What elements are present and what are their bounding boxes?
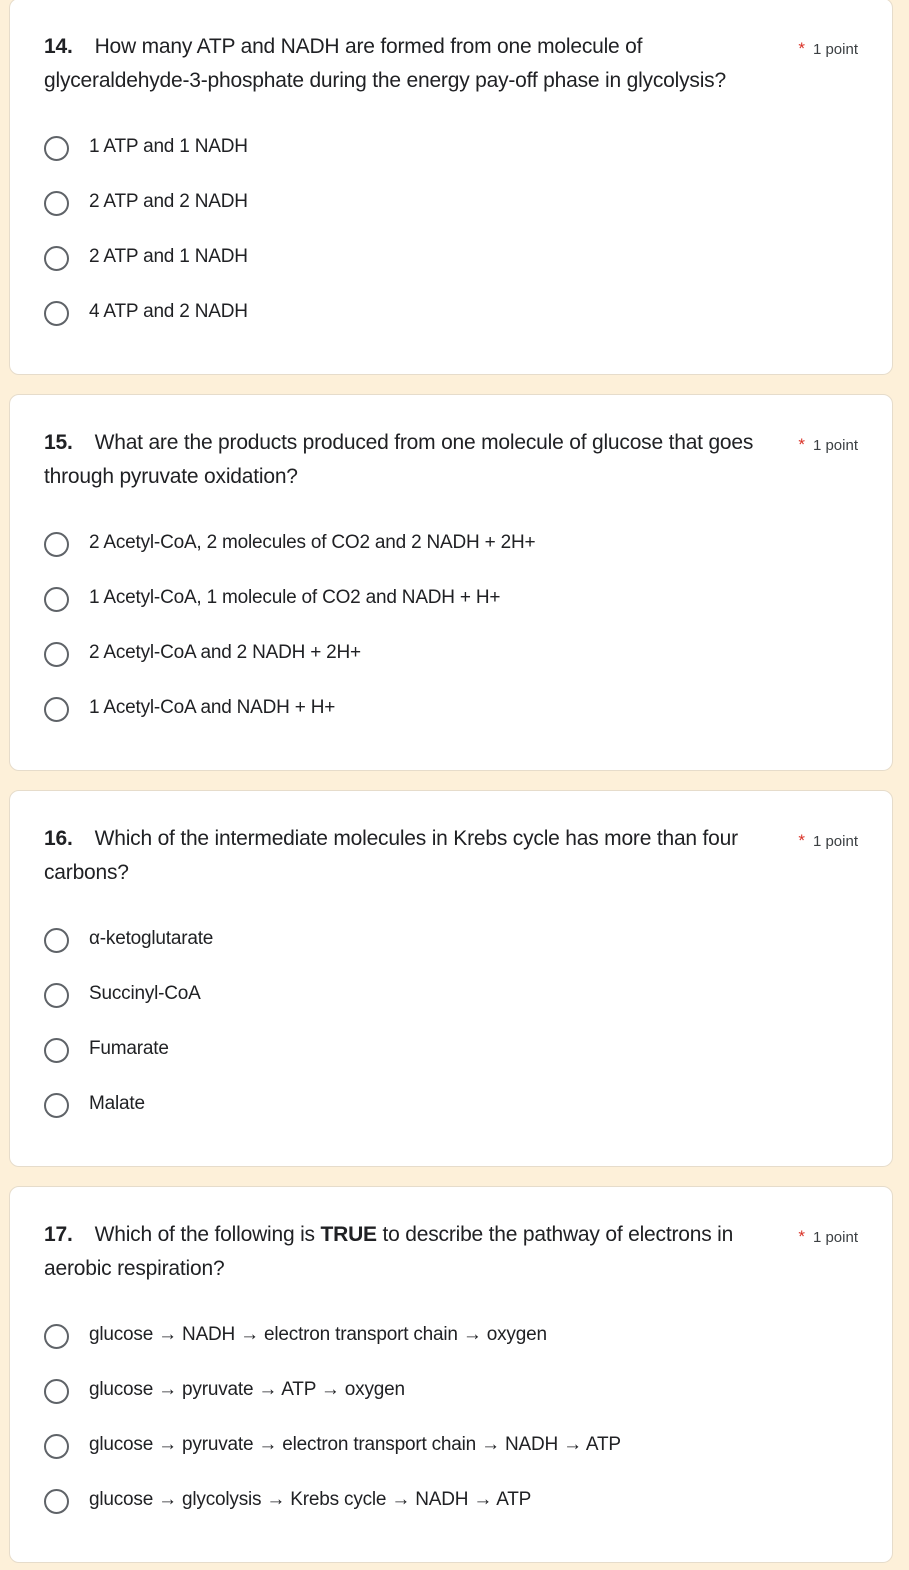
option-radio[interactable]: 2 Acetyl-CoA and 2 NADH + 2H+ (44, 641, 535, 696)
points-label: * 1 point (798, 831, 858, 850)
radio-icon[interactable] (44, 1489, 69, 1514)
radio-icon[interactable] (44, 301, 69, 326)
option-radio[interactable]: 2 ATP and 2 NADH (44, 190, 248, 245)
question-title: 14. How many ATP and NADH are formed from one molecule of glyceraldehyde-3-phosphate during the energy pay-off phase in glycolysis? (44, 35, 726, 92)
radio-icon[interactable] (44, 697, 69, 722)
radio-icon[interactable] (44, 1038, 69, 1063)
points-label: * 1 point (798, 39, 858, 58)
options-list (44, 927, 213, 1147)
option-radio[interactable]: Malate (44, 1092, 213, 1147)
option-radio[interactable]: 1 ATP and 1 NADH (44, 135, 248, 190)
required-asterisk: * (798, 39, 805, 58)
option-radio[interactable]: 2 Acetyl-CoA, 2 molecules of CO2 and 2 NADH + 2H+ (44, 531, 535, 586)
question-card-14 (9, 0, 893, 375)
options-list (44, 531, 535, 751)
option-radio[interactable]: glucose → NADH → electron transport chain → oxygen (44, 1323, 621, 1378)
options-list (44, 1323, 621, 1543)
option-radio[interactable]: glucose → pyruvate → electron transport chain → NADH → ATP (44, 1433, 621, 1488)
option-radio[interactable]: glucose → pyruvate → ATP → oxygen (44, 1378, 621, 1433)
question-card-17 (9, 1186, 893, 1563)
question-card-16 (9, 790, 893, 1167)
radio-icon[interactable] (44, 136, 69, 161)
required-asterisk: * (798, 435, 805, 454)
radio-icon[interactable] (44, 1324, 69, 1349)
points-label: * 1 point (798, 1227, 858, 1246)
radio-icon[interactable] (44, 191, 69, 216)
option-radio[interactable]: 1 Acetyl-CoA and NADH + H+ (44, 696, 535, 751)
radio-icon[interactable] (44, 532, 69, 557)
option-radio[interactable]: Succinyl-CoA (44, 982, 213, 1037)
radio-icon[interactable] (44, 1379, 69, 1404)
option-radio[interactable]: 4 ATP and 2 NADH (44, 300, 248, 355)
radio-icon[interactable] (44, 1093, 69, 1118)
points-label: * 1 point (798, 435, 858, 454)
question-card-15 (9, 394, 893, 771)
option-radio[interactable]: 2 ATP and 1 NADH (44, 245, 248, 300)
radio-icon[interactable] (44, 983, 69, 1008)
radio-icon[interactable] (44, 1434, 69, 1459)
option-radio[interactable]: Fumarate (44, 1037, 213, 1092)
question-title: 15. What are the products produced from one molecule of glucose that goes through pyruvate oxidation? (44, 431, 754, 488)
option-radio[interactable]: α-ketoglutarate (44, 927, 213, 982)
question-title: 17. Which of the following is TRUE to describe the pathway of electrons in aerobic respiration? (44, 1223, 734, 1280)
radio-icon[interactable] (44, 587, 69, 612)
options-list (44, 135, 248, 355)
required-asterisk: * (798, 831, 805, 850)
radio-icon[interactable] (44, 928, 69, 953)
option-radio[interactable]: glucose → glycolysis → Krebs cycle → NADH → ATP (44, 1488, 621, 1543)
radio-icon[interactable] (44, 246, 69, 271)
question-title: 16. Which of the intermediate molecules in Krebs cycle has more than four carbons? (44, 827, 738, 884)
required-asterisk: * (798, 1227, 805, 1246)
option-radio[interactable]: 1 Acetyl-CoA, 1 molecule of CO2 and NADH + H+ (44, 586, 535, 641)
radio-icon[interactable] (44, 642, 69, 667)
